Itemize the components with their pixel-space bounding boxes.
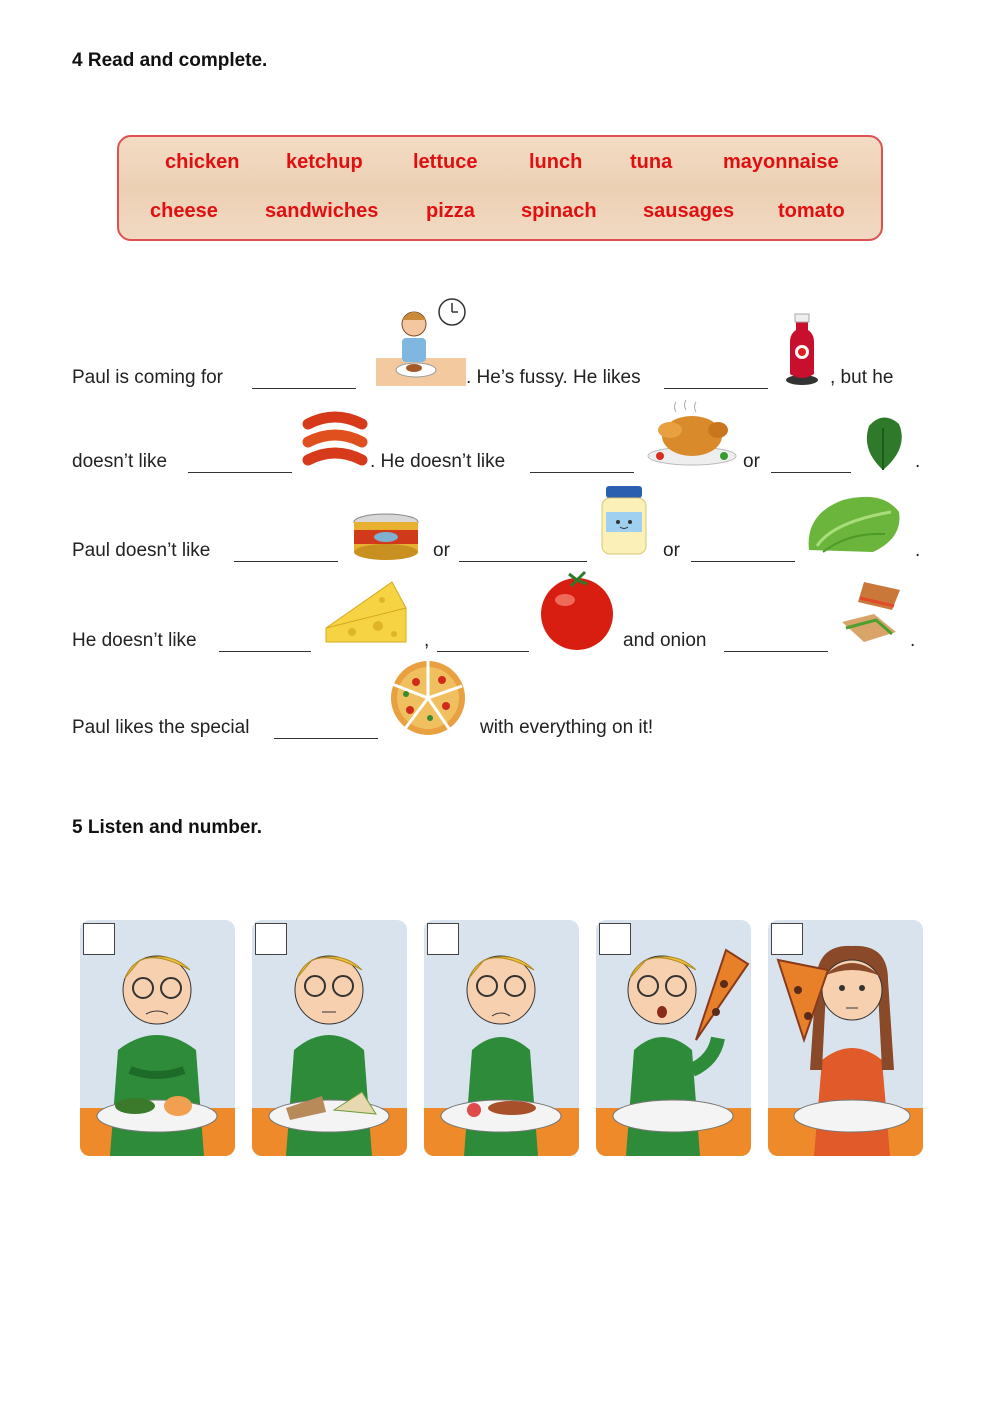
boy-pizza-illustration bbox=[596, 920, 751, 1156]
blank-7[interactable] bbox=[459, 543, 587, 562]
line1-text-b: . He’s fussy. He likes bbox=[466, 367, 641, 388]
blank-10[interactable] bbox=[437, 633, 529, 652]
blank-8[interactable] bbox=[691, 543, 795, 562]
line1-text-a: Paul is coming for bbox=[72, 367, 224, 388]
word-sausages: sausages bbox=[643, 200, 735, 222]
number-box-1[interactable] bbox=[83, 923, 115, 955]
line1-text-c: , but he bbox=[830, 367, 894, 388]
word-lunch: lunch bbox=[529, 151, 583, 173]
line5-text-a: Paul likes the special bbox=[72, 717, 250, 738]
cheese-icon bbox=[322, 578, 410, 648]
line2-text-b: . He doesn’t like bbox=[370, 451, 506, 472]
line3-text-c: or bbox=[663, 540, 680, 561]
word-tomato: tomato bbox=[778, 200, 845, 222]
word-bank bbox=[117, 135, 883, 241]
line5-text-b: with everything on it! bbox=[480, 717, 654, 738]
boy-spinach-chicken-illustration bbox=[80, 920, 235, 1156]
section-5-heading: 5 Listen and number. bbox=[72, 817, 263, 838]
listen-card-5 bbox=[768, 920, 923, 1156]
tuna-can-icon bbox=[350, 512, 422, 562]
listen-card-4 bbox=[596, 920, 751, 1156]
blank-12[interactable] bbox=[274, 720, 378, 739]
word-lettuce: lettuce bbox=[413, 151, 478, 173]
word-spinach: spinach bbox=[521, 200, 597, 222]
lettuce-icon bbox=[803, 492, 905, 558]
line4-text-a: He doesn’t like bbox=[72, 630, 197, 651]
boy-sausages-illustration bbox=[424, 920, 579, 1156]
blank-4[interactable] bbox=[530, 454, 634, 473]
line3-text-d: . bbox=[915, 540, 921, 561]
word-sandwiches: sandwiches bbox=[265, 200, 379, 222]
word-pizza: pizza bbox=[426, 200, 475, 222]
girl-pizza-illustration bbox=[768, 920, 923, 1156]
line3-text-b: or bbox=[433, 540, 450, 561]
boy-sandwiches-illustration bbox=[252, 920, 407, 1156]
spinach-leaf-icon bbox=[857, 410, 911, 474]
lunch-boy-icon bbox=[374, 296, 469, 388]
line4-text-b: , bbox=[424, 630, 430, 651]
word-chicken: chicken bbox=[165, 151, 240, 173]
blank-3[interactable] bbox=[188, 454, 292, 473]
line2-text-d: . bbox=[915, 451, 921, 472]
line3-text-a: Paul doesn’t like bbox=[72, 540, 211, 561]
number-box-3[interactable] bbox=[427, 923, 459, 955]
mayonnaise-jar-icon bbox=[596, 484, 652, 558]
blank-1[interactable] bbox=[252, 370, 356, 389]
pizza-icon bbox=[386, 658, 470, 738]
blank-11[interactable] bbox=[724, 633, 828, 652]
listen-card-2 bbox=[252, 920, 407, 1156]
word-ketchup: ketchup bbox=[286, 151, 363, 173]
blank-2[interactable] bbox=[664, 370, 768, 389]
sausages-icon bbox=[302, 410, 368, 474]
line4-text-d: . bbox=[910, 630, 916, 651]
word-mayonnaise: mayonnaise bbox=[723, 151, 839, 173]
line2-text-c: or bbox=[743, 451, 760, 472]
blank-9[interactable] bbox=[219, 633, 311, 652]
number-box-5[interactable] bbox=[771, 923, 803, 955]
blank-6[interactable] bbox=[234, 543, 338, 562]
listen-card-3 bbox=[424, 920, 579, 1156]
word-cheese: cheese bbox=[150, 200, 218, 222]
number-box-2[interactable] bbox=[255, 923, 287, 955]
ketchup-bottle-icon bbox=[776, 312, 828, 388]
listen-card-1 bbox=[80, 920, 235, 1156]
blank-5[interactable] bbox=[771, 454, 851, 473]
number-box-4[interactable] bbox=[599, 923, 631, 955]
section-4-heading: 4 Read and complete. bbox=[72, 50, 268, 71]
word-tuna: tuna bbox=[630, 151, 673, 173]
line2-text-a: doesn’t like bbox=[72, 451, 168, 472]
line4-text-c: and onion bbox=[623, 630, 707, 651]
sandwiches-icon bbox=[834, 576, 906, 650]
tomato-icon bbox=[535, 570, 621, 650]
roast-chicken-icon bbox=[646, 398, 738, 468]
